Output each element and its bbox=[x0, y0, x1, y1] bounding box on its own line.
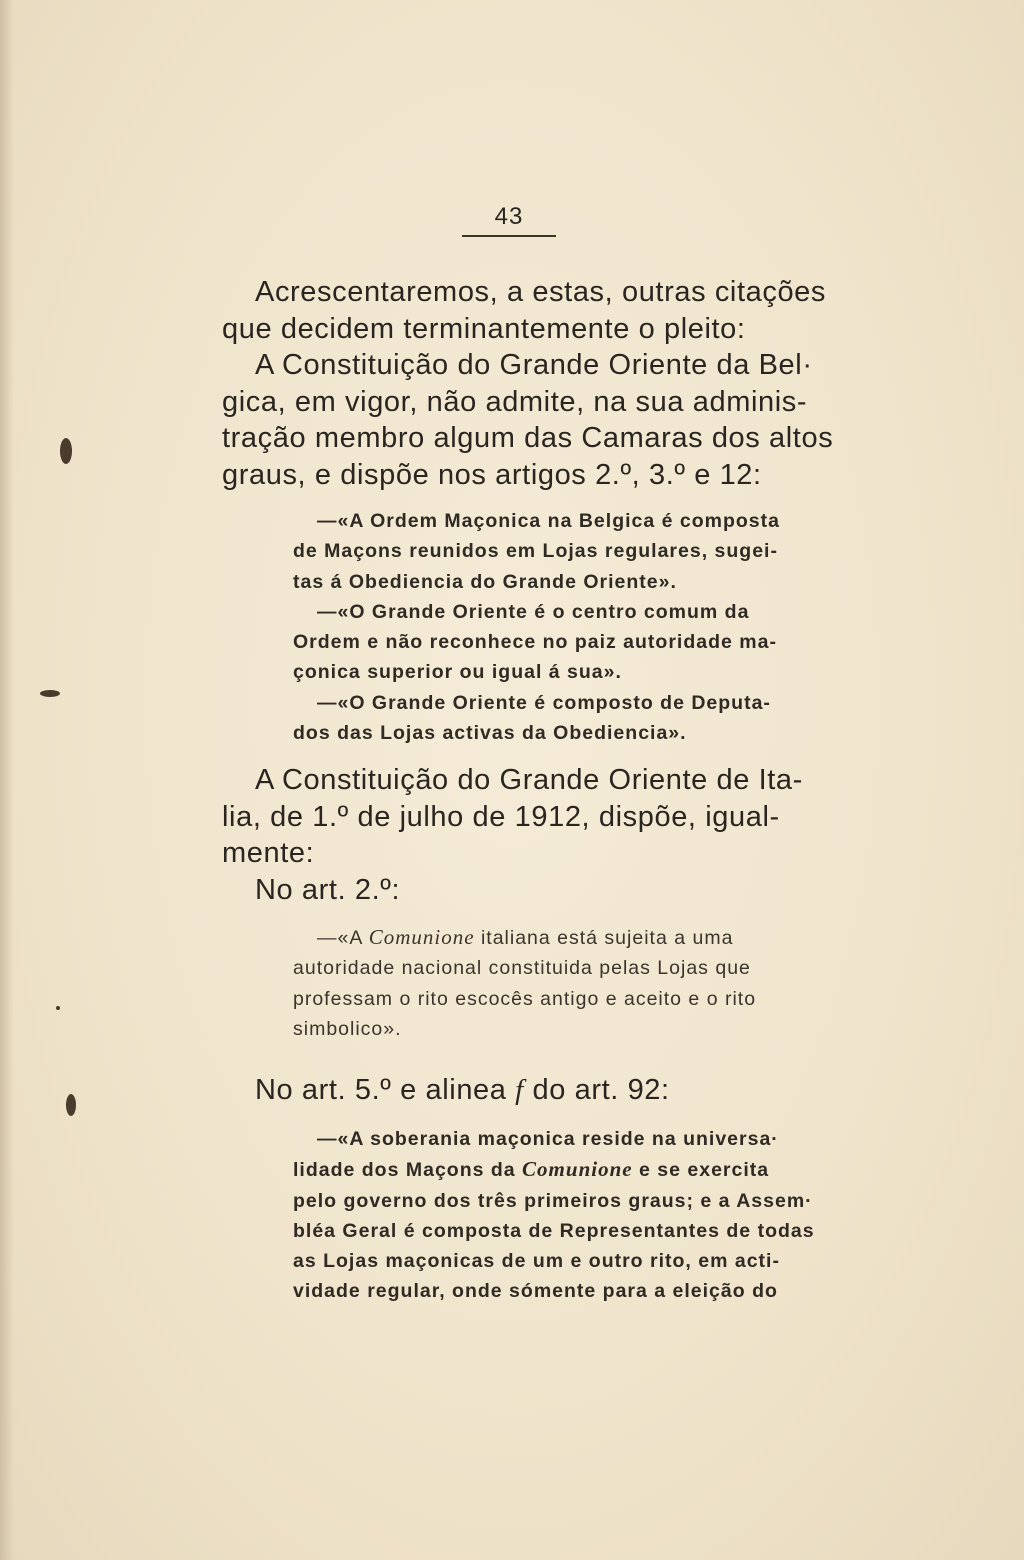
text-line: gica, em vigor, não admite, na sua adminis- bbox=[222, 385, 808, 418]
text-line bbox=[222, 1072, 794, 1109]
text-line: A Constituição do Grande Oriente de Ita- bbox=[255, 764, 803, 796]
text-line: lia, de 1.º de julho de 1912, dispõe, igual- bbox=[222, 800, 780, 833]
quote-line: simbolico». bbox=[293, 1017, 402, 1040]
italic-letter: f bbox=[515, 1074, 524, 1106]
stain-mark bbox=[60, 438, 72, 464]
quote-line: —«O Grande Oriente é composto de Deputa- bbox=[317, 691, 771, 714]
quote-text: lidade dos Maçons da bbox=[293, 1159, 523, 1182]
quote-line: dos das Lojas activas da Obediencia». bbox=[293, 722, 687, 745]
text-line: mente: bbox=[222, 837, 315, 870]
text-line: tração membro algum das Camaras dos altos bbox=[222, 422, 834, 455]
quote-line: Ordem e não reconhece no paiz autoridade ma- bbox=[293, 631, 777, 654]
intro-paragraph bbox=[222, 274, 834, 494]
quote-line: çonica superior ou igual á sua». bbox=[293, 661, 622, 684]
quote-text: —«A bbox=[317, 927, 369, 949]
quote-italic-term: Comunione bbox=[522, 1157, 633, 1182]
text-line: A Constituição do Grande Oriente da Bel· bbox=[255, 349, 813, 382]
quote-line: as Lojas maçonicas de um e outro rito, em acti- bbox=[293, 1250, 780, 1273]
text-line: graus, e dispõe nos artigos 2.º, 3.º e 12: bbox=[222, 458, 762, 491]
italia-paragraph bbox=[222, 762, 803, 908]
quote-line: —«A Ordem Maçonica na Belgica é composta bbox=[317, 510, 780, 532]
quote-line: de Maçons reunidos em Lojas regulares, sugei- bbox=[293, 540, 778, 563]
quote-text: e se exercita bbox=[632, 1159, 770, 1182]
text-part: No art. 5.º e alinea bbox=[255, 1074, 516, 1106]
quote-line: bléa Geral é composta de Representantes de todas bbox=[293, 1219, 815, 1242]
stain-mark bbox=[56, 1006, 60, 1010]
quote-line: —«A soberania maçonica reside na universa· bbox=[317, 1128, 779, 1150]
quote-line: autoridade nacional constituida pelas Lojas que bbox=[293, 957, 751, 980]
art5-heading bbox=[222, 1072, 794, 1109]
stain-mark bbox=[40, 690, 60, 697]
quote-art2 bbox=[293, 922, 811, 1044]
text-line: Acrescentaremos, a estas, outras citações bbox=[255, 276, 827, 308]
quote-line: tas á Obediencia do Grande Oriente». bbox=[293, 570, 677, 593]
quote-belgica bbox=[293, 506, 811, 748]
quote-italic-term: Comunione bbox=[368, 925, 475, 949]
quote-text: italiana está sujeita a uma bbox=[474, 927, 734, 949]
text-line: No art. 2.º: bbox=[255, 873, 401, 906]
text-part: do art. 92: bbox=[523, 1074, 670, 1106]
quote-line: pelo governo dos três primeiros graus; e a Assem· bbox=[293, 1189, 813, 1212]
quote-line: vidade regular, onde sómente para a eleição do bbox=[293, 1280, 778, 1303]
quote-line: —«O Grande Oriente é o centro comum da bbox=[317, 600, 750, 623]
quote-line: professam o rito escocês antigo e aceito e o rito bbox=[293, 987, 757, 1010]
stain-mark bbox=[66, 1094, 76, 1116]
quote-line bbox=[293, 922, 811, 953]
quote-art5 bbox=[293, 1124, 815, 1307]
page-number: 43 bbox=[462, 203, 556, 237]
page-edge-shadow bbox=[0, 0, 14, 1560]
text-line: que decidem terminantemente o pleito: bbox=[222, 312, 746, 345]
quote-line bbox=[293, 1154, 811, 1185]
